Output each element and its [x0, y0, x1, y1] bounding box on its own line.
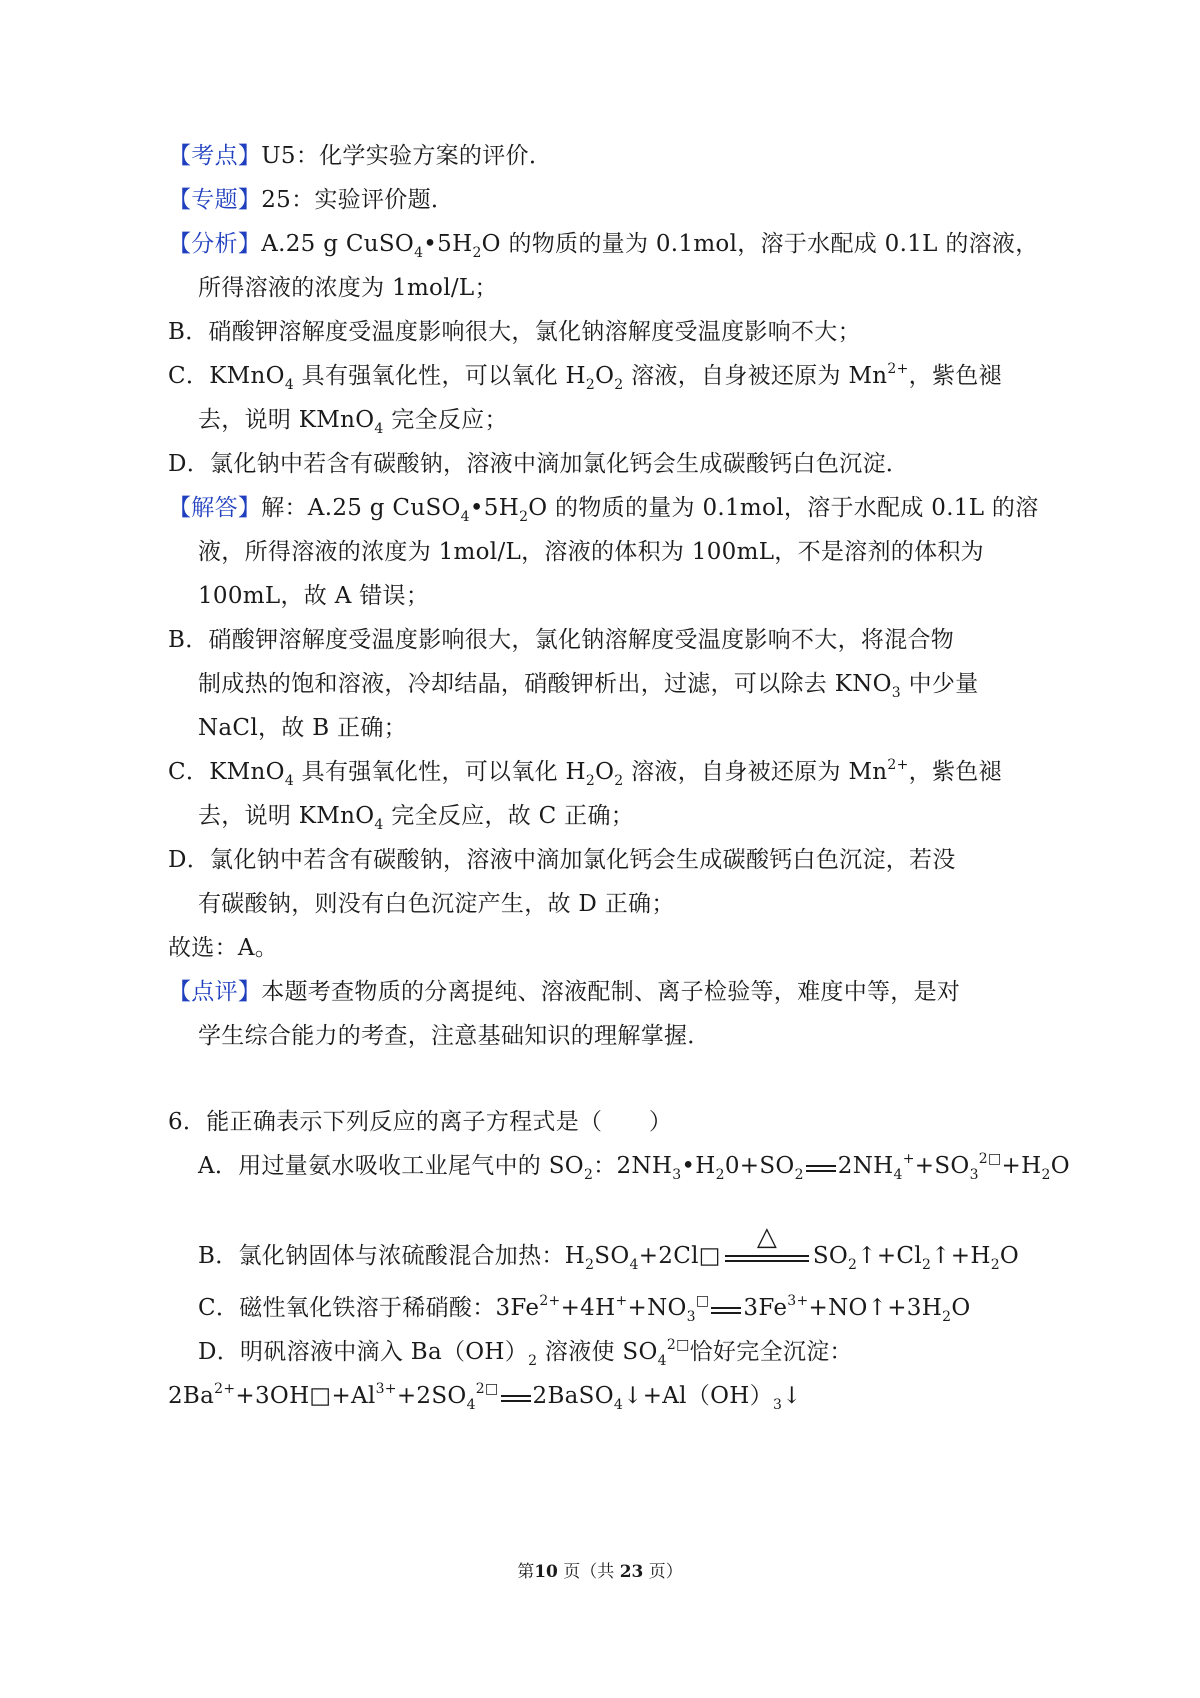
subscript: 4 [284, 773, 295, 789]
text: 完全反应，故 C 正确； [383, 803, 635, 829]
text: O [595, 759, 615, 785]
fenxi-line-2 [198, 272, 498, 304]
equals-sign [499, 1380, 533, 1412]
subscript: 2 [585, 377, 596, 393]
superscript: 2+ [539, 1293, 561, 1309]
text: 去，说明 KMnO [198, 407, 375, 433]
text: SO [594, 1243, 630, 1269]
fenxi-option-d [168, 448, 909, 480]
text: 溶液，自身被还原为 Mn [623, 363, 888, 389]
text: 完全反应； [383, 407, 508, 433]
text: 去，说明 KMnO [198, 803, 375, 829]
text: ↓+Al（OH） [623, 1383, 773, 1409]
page-number: 10 [534, 1562, 558, 1582]
subscript: 2 [519, 509, 529, 525]
question-6-option-c [198, 1292, 970, 1327]
text: NaCl，故 B 正确； [198, 715, 407, 741]
subscript: 4 [374, 421, 384, 437]
equals-bar [725, 1255, 809, 1257]
text: 溶液，自身被还原为 Mn [623, 759, 888, 785]
text: D．明矾溶液中滴入 Ba（OH） [198, 1339, 529, 1365]
subscript: 4 [657, 1353, 667, 1369]
equals-bar [725, 1260, 809, 1262]
text: O [1050, 1153, 1070, 1179]
question-6-option-d-1 [198, 1336, 853, 1371]
text: •5H [469, 495, 520, 521]
subscript: 2 [614, 773, 624, 789]
subscript: 3 [969, 1167, 979, 1183]
subscript: 2 [942, 1309, 952, 1325]
text: ：2NH [593, 1153, 673, 1179]
text: C．KMnO [168, 363, 285, 389]
superscript: 2+ [214, 1381, 236, 1397]
jieda-tag: 【解答】 [168, 495, 262, 521]
kaodian-tag: 【考点】 [168, 143, 262, 169]
subscript: 4 [629, 1257, 639, 1273]
subscript: 2 [585, 1257, 595, 1273]
dianping-line-1 [168, 976, 960, 1008]
question-6-option-d-2 [168, 1380, 802, 1415]
question-6-option-a [198, 1150, 1070, 1185]
text: 0+SO [724, 1153, 795, 1179]
subscript: 2 [583, 1167, 594, 1183]
text: 溶液使 SO [537, 1339, 658, 1365]
text: A.25 g CuSO [261, 231, 415, 257]
text: ↓ [782, 1383, 802, 1409]
jieda-option-d-2 [198, 888, 675, 920]
text: 中少量 [901, 671, 979, 697]
superscript: 2□ [978, 1151, 1002, 1167]
subscript: 4 [414, 245, 424, 261]
text: 学生综合能力的考查，注意基础知识的理解掌握． [198, 1023, 711, 1049]
text: O [999, 1243, 1020, 1269]
superscript: 3+ [787, 1293, 809, 1309]
jieda-option-b-1 [168, 624, 954, 656]
text: 具有强氧化性，可以氧化 H [294, 759, 586, 785]
subscript: 4 [613, 1397, 624, 1413]
fenxi-tag: 【分析】 [168, 231, 262, 257]
text: •H [681, 1153, 716, 1179]
fenxi-line-1 [168, 228, 1039, 263]
fenxi-option-c-2 [198, 404, 508, 439]
text: 2NH [837, 1153, 894, 1179]
equals-sign [804, 1150, 838, 1182]
jieda-option-b-2 [198, 668, 979, 703]
subscript: 3 [891, 685, 901, 701]
heating-equals-sign [721, 1222, 813, 1272]
text: 第 [517, 1562, 535, 1582]
text: 6．能正确表示下列反应的离子方程式是（ ） [168, 1109, 673, 1135]
subscript: 2 [921, 1257, 932, 1273]
subscript: 4 [466, 1397, 476, 1413]
text: 2Ba [168, 1383, 215, 1409]
text: 制成热的饱和溶液，冷却结晶，硝酸钾析出，过滤，可以除去 KNO [198, 671, 892, 697]
subscript: 2 [614, 377, 624, 393]
text: B．氯化钠固体与浓硫酸混合加热：H [198, 1243, 586, 1269]
text: ↑+Cl [857, 1243, 922, 1269]
subscript: 3 [672, 1167, 682, 1183]
subscript: 2 [990, 1257, 1000, 1273]
text: 有碳酸钠，则没有白色沉淀产生，故 D 正确； [198, 891, 675, 917]
kaodian-line [168, 140, 552, 172]
subscript: 4 [460, 509, 470, 525]
text: C．磁性氧化铁溶于稀硝酸：3Fe [198, 1295, 540, 1321]
text: ↑+H [931, 1243, 991, 1269]
jieda-option-d-1 [168, 844, 956, 876]
text: 恰好完全沉淀： [689, 1339, 853, 1365]
dianping-tag: 【点评】 [168, 979, 262, 1005]
kaodian-text: U5：化学实验方案的评价． [261, 143, 553, 169]
text: O 的物质的量为 0.1mol，溶于水配成 0.1L 的溶 [528, 495, 1039, 521]
text: +SO [914, 1153, 970, 1179]
text: 所得溶液的浓度为 1mol/L； [198, 275, 498, 301]
subscript: 2 [528, 1353, 538, 1369]
text: +2SO [396, 1383, 467, 1409]
subscript: 4 [893, 1167, 903, 1183]
jieda-line-1 [168, 492, 1039, 527]
superscript: 2□ [666, 1337, 690, 1353]
jieda-line-2 [198, 536, 984, 568]
text: B．硝酸钾溶解度受温度影响很大，氯化钠溶解度受温度影响不大； [168, 319, 861, 345]
subscript: 2 [1041, 1167, 1051, 1183]
subscript: 4 [284, 377, 295, 393]
jieda-line-3 [198, 580, 429, 612]
question-6-option-b [198, 1222, 1020, 1275]
text: 页（共 [557, 1562, 620, 1582]
text: +H [1001, 1153, 1042, 1179]
superscript: + [615, 1293, 628, 1309]
text: ，紫色褪 [908, 363, 1002, 389]
question-6-stem [168, 1106, 672, 1138]
page-footer [0, 1560, 1200, 1584]
text: +4H [560, 1295, 616, 1321]
subscript: 2 [794, 1167, 804, 1183]
text: B．硝酸钾溶解度受温度影响很大，氯化钠溶解度受温度影响不大，将混合物 [168, 627, 955, 653]
subscript: 4 [374, 817, 384, 833]
subscript: 2 [472, 245, 482, 261]
text: ，紫色褪 [908, 759, 1002, 785]
zhuanti-line [168, 184, 454, 216]
text: +NO [627, 1295, 687, 1321]
total-pages: 23 [619, 1562, 644, 1582]
zhuanti-text: 25：实验评价题． [261, 187, 455, 213]
text: +3OH□+Al [235, 1383, 376, 1409]
text: O [951, 1295, 971, 1321]
text: +NO↑+3H [808, 1295, 943, 1321]
text: 2BaSO [532, 1383, 614, 1409]
text: 页） [643, 1562, 683, 1582]
text: 具有强氧化性，可以氧化 H [294, 363, 586, 389]
text: D．氯化钠中若含有碳酸钠，溶液中滴加氯化钙会生成碳酸钙白色沉淀，若没 [168, 847, 956, 873]
text: •5H [423, 231, 473, 257]
text: +2Cl□ [638, 1243, 721, 1269]
jieda-option-c-1 [168, 756, 1002, 791]
heat-triangle-icon: △ [756, 1222, 778, 1252]
text: O 的物质的量为 0.1mol，溶于水配成 0.1L 的溶液， [481, 231, 1039, 257]
superscript: 2+ [887, 757, 909, 773]
superscript: 3+ [375, 1381, 397, 1397]
zhuanti-tag: 【专题】 [168, 187, 262, 213]
jieda-choice [168, 932, 278, 964]
jieda-option-c-2 [198, 800, 634, 835]
text: 本题考查物质的分离提纯、溶液配制、离子检验等，难度中等，是对 [261, 979, 961, 1005]
text: A．用过量氨水吸收工业尾气中的 SO [198, 1153, 584, 1179]
text: D．氯化钠中若含有碳酸钠，溶液中滴加氯化钙会生成碳酸钙白色沉淀． [168, 451, 910, 477]
text: C．KMnO [168, 759, 285, 785]
equals-sign [709, 1292, 743, 1324]
jieda-option-b-3 [198, 712, 407, 744]
subscript: 2 [848, 1257, 858, 1273]
superscript: 2□ [475, 1381, 499, 1397]
superscript: + [902, 1151, 915, 1167]
text: 故选：A。 [168, 935, 279, 961]
dianping-line-2 [198, 1020, 711, 1052]
text: SO [812, 1243, 849, 1269]
text: 3Fe [743, 1295, 788, 1321]
fenxi-option-b [168, 316, 861, 348]
subscript: 2 [585, 773, 596, 789]
subscript: 3 [686, 1309, 696, 1325]
text: 液，所得溶液的浓度为 1mol/L，溶液的体积为 100mL，不是溶剂的体积为 [198, 539, 984, 565]
subscript: 3 [772, 1397, 783, 1413]
subscript: 2 [715, 1167, 725, 1183]
text: 100mL，故 A 错误； [198, 583, 430, 609]
superscript: 2+ [887, 361, 909, 377]
superscript: □ [695, 1293, 710, 1309]
text: O [595, 363, 615, 389]
fenxi-option-c-1 [168, 360, 1002, 395]
text: 解：A.25 g CuSO [261, 495, 461, 521]
